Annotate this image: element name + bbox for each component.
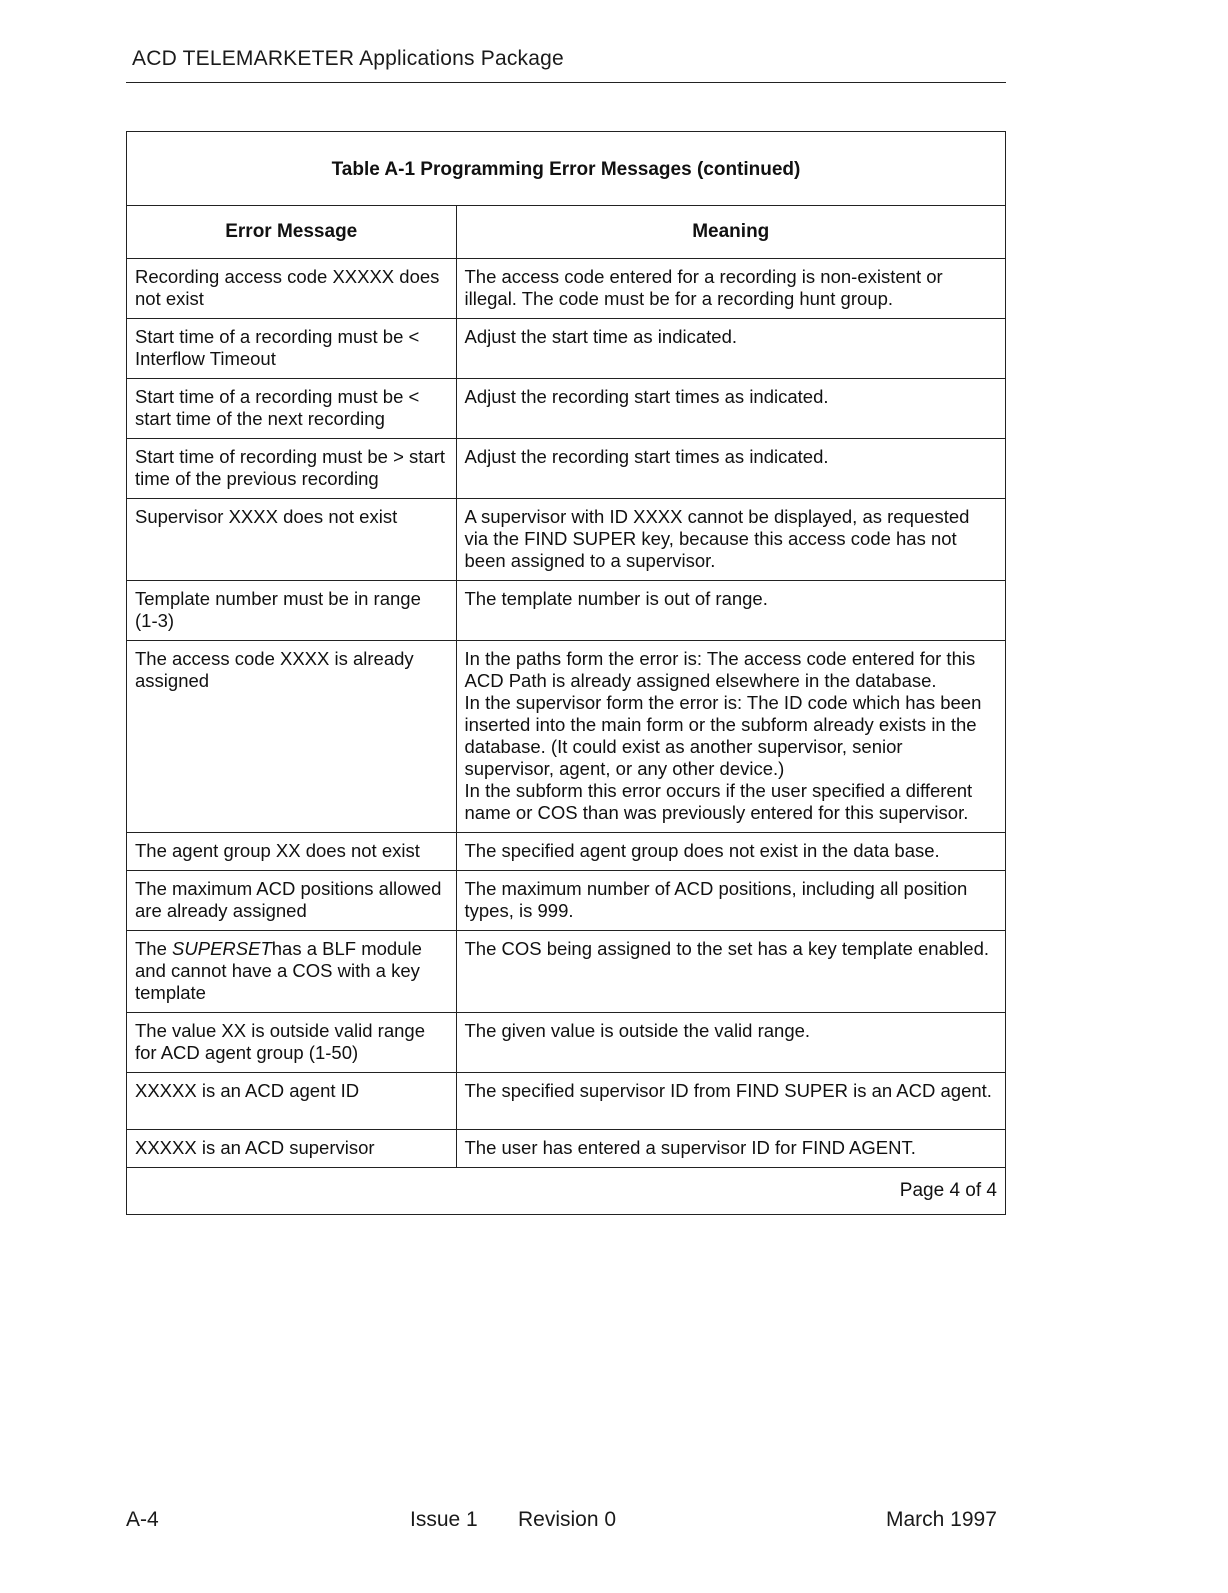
error-message-cell — [127, 931, 456, 1013]
header-divider — [126, 82, 1006, 83]
error-message-cell: Start time of recording must be > start time of the previous recording — [127, 439, 456, 499]
error-message-cell: Supervisor XXXX does not exist — [127, 499, 456, 581]
error-messages-table — [126, 131, 1006, 1215]
table-row — [127, 379, 1005, 439]
meaning-cell: Adjust the recording start times as indicated. — [456, 439, 1005, 499]
table-header-row — [127, 206, 1005, 259]
table-row — [127, 1073, 1005, 1130]
table-row — [127, 1013, 1005, 1073]
meaning-cell: The user has entered a supervisor ID for FIND AGENT. — [456, 1130, 1005, 1168]
error-message-cell: Template number must be in range (1-3) — [127, 581, 456, 641]
error-message-cell: Start time of a recording must be < start time of the next recording — [127, 379, 456, 439]
meaning-cell: The template number is out of range. — [456, 581, 1005, 641]
error-message-cell: Recording access code XXXXX does not exist — [127, 259, 456, 319]
meaning-cell: The access code entered for a recording is non-existent or illegal. The code must be for a recording hunt group. — [456, 259, 1005, 319]
document-header-title: ACD TELEMARKETER Applications Package — [132, 47, 564, 70]
column-header-error-message: Error Message — [127, 206, 456, 259]
meaning-cell: The given value is outside the valid range. — [456, 1013, 1005, 1073]
meaning-cell: The COS being assigned to the set has a key template enabled. — [456, 931, 1005, 1013]
meaning-paragraph: In the paths form the error is: The access code entered for this ACD Path is already assigned elsewhere in the database. — [464, 648, 976, 691]
table-row — [127, 259, 1005, 319]
error-message-cell: The agent group XX does not exist — [127, 833, 456, 871]
table-row — [127, 641, 1005, 833]
superset-product-name: SUPERSET — [172, 938, 272, 959]
meaning-cell: Adjust the recording start times as indicated. — [456, 379, 1005, 439]
error-message-cell: XXXXX is an ACD agent ID — [127, 1073, 456, 1130]
error-message-cell: The access code XXXX is already assigned — [127, 641, 456, 833]
table-row — [127, 1130, 1005, 1168]
error-text-prefix: The — [135, 938, 173, 959]
meaning-paragraph: In the supervisor form the error is: The ID code which has been inserted into the main form or the subform already exists in the database. (It could exist as another supervisor, senior supervisor, agent, or any other device.) — [464, 692, 982, 779]
meaning-cell: The specified supervisor ID from FIND SUPER is an ACD agent. — [456, 1073, 1005, 1130]
error-message-cell: The value XX is outside valid range for ACD agent group (1-50) — [127, 1013, 456, 1073]
meaning-paragraph: In the subform this error occurs if the user specified a different name or COS than was previously entered for this supervisor. — [464, 780, 973, 823]
meaning-cell: The specified agent group does not exist in the data base. — [456, 833, 1005, 871]
meaning-cell: A supervisor with ID XXXX cannot be displayed, as requested via the FIND SUPER key, because this access code has not been assigned to a supervisor. — [456, 499, 1005, 581]
table-row — [127, 581, 1005, 641]
footer-issue: Issue 1 — [410, 1508, 478, 1531]
table-row — [127, 833, 1005, 871]
table-row — [127, 871, 1005, 931]
table-row — [127, 439, 1005, 499]
meaning-cell: Adjust the start time as indicated. — [456, 319, 1005, 379]
table-caption: Table A-1 Programming Error Messages (continued) — [127, 132, 1005, 206]
error-message-cell: Start time of a recording must be < Interflow Timeout — [127, 319, 456, 379]
table-page-indicator-row — [127, 1168, 1005, 1214]
meaning-cell: The maximum number of ACD positions, including all position types, is 999. — [456, 871, 1005, 931]
table-row — [127, 931, 1005, 1013]
error-message-cell: XXXXX is an ACD supervisor — [127, 1130, 456, 1168]
footer-revision: Revision 0 — [518, 1508, 617, 1531]
table-row — [127, 499, 1005, 581]
error-message-cell: The maximum ACD positions allowed are already assigned — [127, 871, 456, 931]
footer-page-number: A-4 — [126, 1508, 159, 1531]
table-row — [127, 319, 1005, 379]
error-text-suffix: has a BLF module and cannot have a COS with a key template — [135, 938, 422, 1003]
column-header-meaning: Meaning — [456, 206, 1005, 259]
footer-date: March 1997 — [886, 1508, 997, 1531]
page-indicator: Page 4 of 4 — [899, 1180, 997, 1201]
meaning-cell — [456, 641, 1005, 833]
